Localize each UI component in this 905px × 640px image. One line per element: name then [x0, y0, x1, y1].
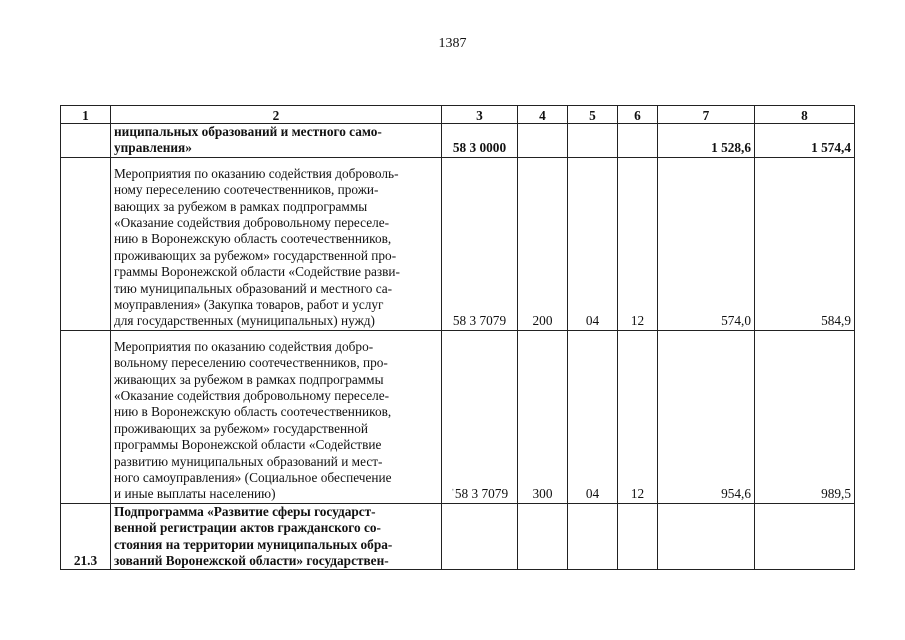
row-number — [61, 157, 111, 330]
description-line: управления» — [114, 140, 192, 156]
description-line: ному переселению соотечественников, прожи- — [114, 182, 379, 198]
table-header — [61, 106, 855, 124]
description-line: Мероприятия по оказанию содействия добро- — [114, 338, 374, 354]
subsection — [618, 124, 658, 158]
row-description — [111, 124, 442, 158]
description-line: проживающих за рубежом» государственной про- — [114, 247, 397, 263]
row-number: 21.3 — [61, 503, 111, 570]
description-line: моуправления» (Закупка товаров, работ и услуг — [114, 297, 384, 312]
amount-year-1 — [658, 503, 755, 570]
col-header-6: 6 — [618, 106, 658, 124]
subsection — [618, 503, 658, 570]
description-line: и иные выплаты населению) — [114, 486, 276, 502]
table-row — [61, 124, 855, 158]
page-number: 1387 — [438, 36, 467, 51]
amount-year-2: 989,5 — [755, 330, 855, 503]
description-line: тию муниципальных образований и местного са- — [114, 280, 393, 296]
description-line: нию в Воронежскую область соотечественников, — [114, 231, 392, 247]
amount-year-1: 1 528,6 — [658, 124, 755, 158]
description-line: ного самоуправления» (Социальное обеспечение — [114, 470, 392, 485]
table-row — [61, 330, 855, 503]
description-line: развитию муниципальных образований и мест- — [114, 453, 383, 469]
target-code — [442, 330, 518, 503]
subsection: 12 — [618, 157, 658, 330]
amount-year-1: 954,6 — [658, 330, 755, 503]
header-row — [61, 106, 855, 124]
col-header-2: 2 — [111, 106, 442, 124]
budget-table — [60, 105, 855, 570]
description-line: стояния на территории муниципальных обра- — [114, 536, 393, 552]
expense-type: 300 — [518, 330, 568, 503]
row-description — [111, 157, 442, 330]
description-line: зований Воронежской области» государствен- — [114, 553, 389, 569]
description-line: ниципальных образований и местного само- — [114, 124, 382, 139]
section: 04 — [568, 330, 618, 503]
amount-year-2: 1 574,4 — [755, 124, 855, 158]
row-description — [111, 330, 442, 503]
section — [568, 503, 618, 570]
description-line: «Оказание содействия добровольному переселе- — [114, 214, 390, 230]
description-line: вольному переселению соотечественников, про- — [114, 355, 388, 371]
col-header-4: 4 — [518, 106, 568, 124]
description-line: вающих за рубежом в рамках подпрограммы — [114, 198, 368, 214]
description-line: для государственных (муниципальных) нужд) — [114, 313, 375, 329]
table-row — [61, 503, 855, 570]
amount-year-2: 584,9 — [755, 157, 855, 330]
target-code — [442, 503, 518, 570]
target-code-value: 58 3 7079 — [454, 486, 509, 502]
section — [568, 124, 618, 158]
amount-year-2 — [755, 503, 855, 570]
table-row — [61, 157, 855, 330]
subsection: 12 — [618, 330, 658, 503]
col-header-3: 3 — [442, 106, 518, 124]
expense-type: 200 — [518, 157, 568, 330]
section: 04 — [568, 157, 618, 330]
target-code: 58 3 7079 — [442, 157, 518, 330]
target-code: 58 3 0000 — [442, 124, 518, 158]
col-header-5: 5 — [568, 106, 618, 124]
description-line: венной регистрации актов гражданского со- — [114, 520, 381, 536]
row-number — [61, 330, 111, 503]
description-line: живающих за рубежом в рамках подпрограммы — [114, 371, 384, 387]
description-line: граммы Воронежской области «Содействие разви- — [114, 264, 400, 280]
description-line: Подпрограмма «Развитие сферы государст- — [114, 503, 376, 519]
amount-year-1: 574,0 — [658, 157, 755, 330]
row-number — [61, 124, 111, 158]
description-line: «Оказание содействия добровольному переселе- — [114, 387, 390, 403]
col-header-1: 1 — [61, 106, 111, 124]
col-header-8: 8 — [755, 106, 855, 124]
description-line: Мероприятия по оказанию содействия доброволь- — [114, 165, 399, 181]
expense-type — [518, 503, 568, 570]
col-header-7: 7 — [658, 106, 755, 124]
description-line: программы Воронежской области «Содействие — [114, 437, 382, 453]
expense-type — [518, 124, 568, 158]
description-line: проживающих за рубежом» государственной — [114, 420, 368, 436]
description-line: нию в Воронежскую область соотечественников, — [114, 404, 392, 420]
scan-mark: ˈ — [451, 488, 455, 500]
row-description — [111, 503, 442, 570]
